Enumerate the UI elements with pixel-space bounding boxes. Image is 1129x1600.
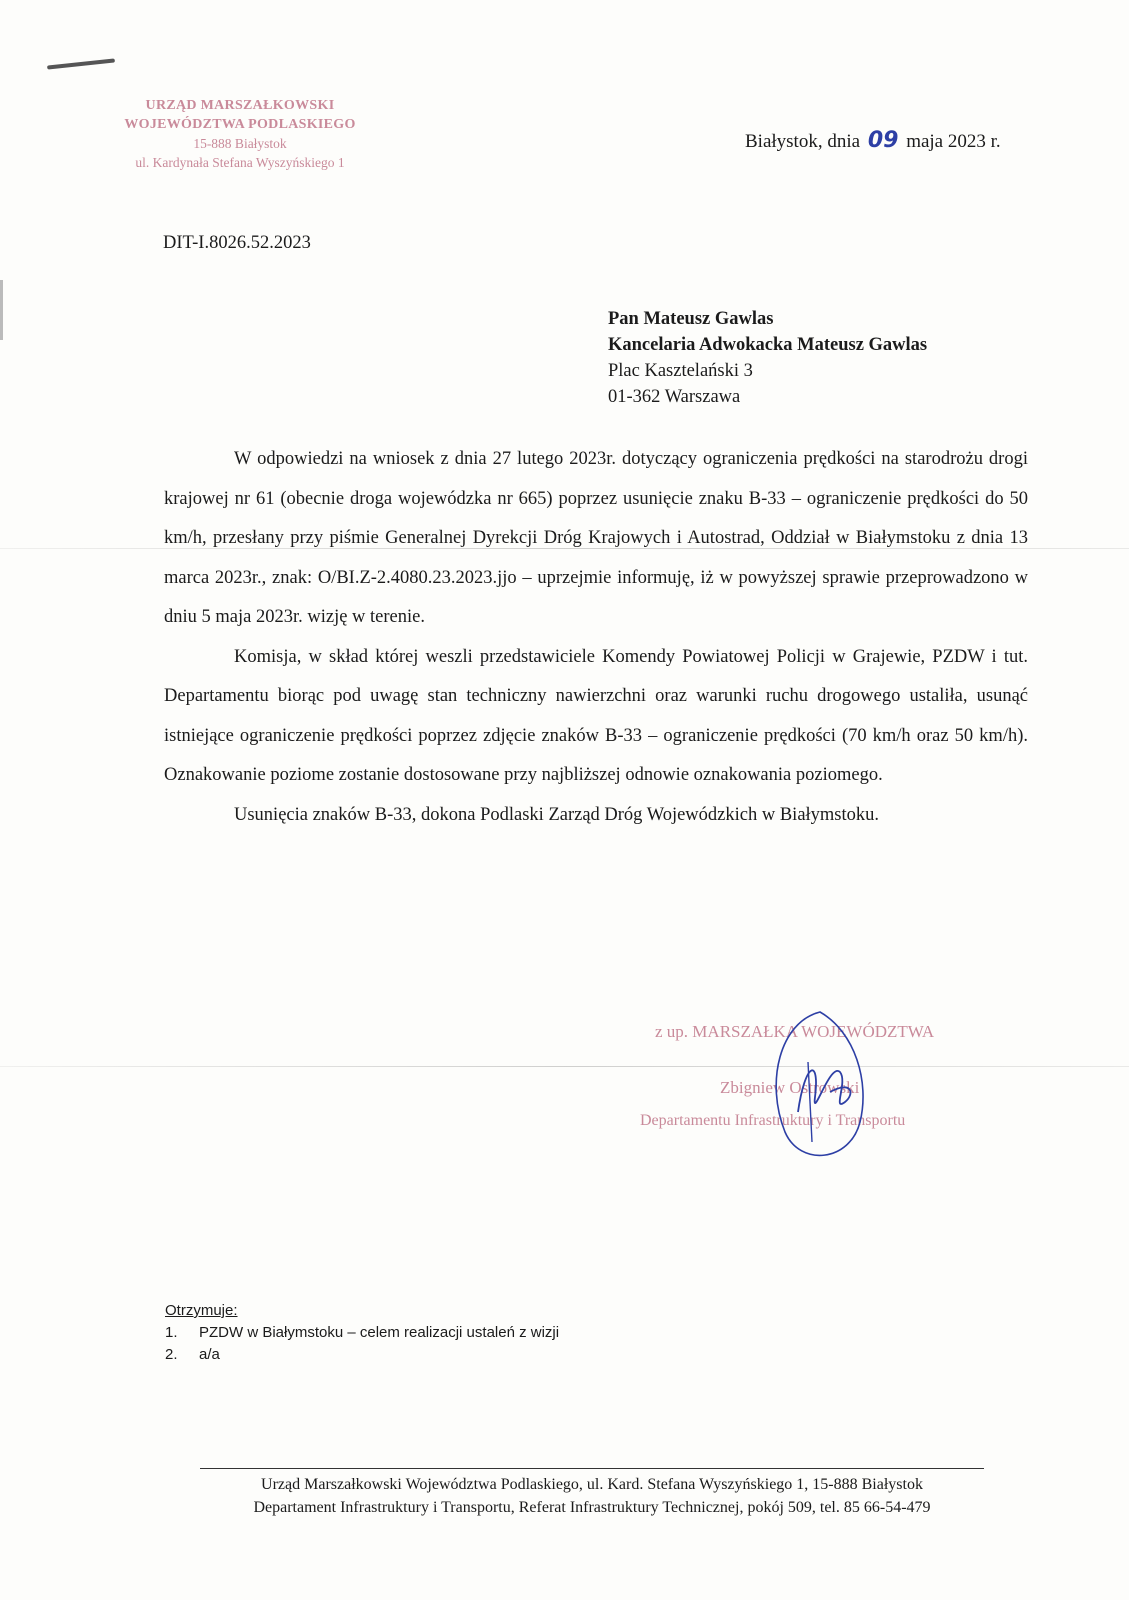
recipient-firm: Kancelaria Adwokacka Mateusz Gawlas bbox=[608, 335, 928, 355]
paragraph: Usunięcia znaków B-33, dokona Podlaski Zarząd Dróg Wojewódzkich w Białymstoku. bbox=[234, 804, 880, 825]
stamp-authority: z up. MARSZAŁKA WOJEWÓDZTWA bbox=[655, 1022, 935, 1041]
letter-body bbox=[164, 440, 1028, 835]
footer-divider bbox=[200, 1468, 984, 1469]
stamp-signatory: Zbigniew Ostrowski bbox=[720, 1078, 860, 1097]
stamp-line: ul. Kardynała Stefana Wyszyńskiego 1 bbox=[135, 155, 345, 170]
distribution-list bbox=[165, 1300, 559, 1366]
item-text: PZDW w Białymstoku – celem realizacji ustaleń z wizji bbox=[199, 1324, 560, 1341]
footer-line: Urząd Marszałkowski Województwa Podlaskiego, ul. Kard. Stefana Wyszyńskiego 1, 15-888 Białystok bbox=[261, 1476, 923, 1493]
footer-line: Departament Infrastruktury i Transportu, Referat Infrastruktury Technicznej, pokój 509, tel. 85 66-54-479 bbox=[253, 1499, 931, 1516]
stamp-line: WOJEWÓDZTWA PODLASKIEGO bbox=[124, 117, 356, 132]
list-item bbox=[165, 1344, 559, 1366]
scan-mark bbox=[47, 58, 115, 69]
distribution-heading: Otrzymuje: bbox=[165, 1302, 238, 1319]
date-prefix: Białystok, dnia bbox=[745, 131, 861, 152]
recipient-city: 01-362 Warszawa bbox=[608, 387, 741, 407]
paragraph: W odpowiedzi na wniosek z dnia 27 lutego 2023r. dotyczący ograniczenia prędkości na starodrożu drogi krajowej nr 61 (obecnie droga wojewódzka nr 665) poprzez usunięcie znaku B-33 – ograniczenie prędkości do 50 km/h, przesłany przy piśmie Generalnej Dyrekcji Dróg Krajowych i Autostrad, Oddział w Białymstoku z dnia 13 marca 2023r., znak: O/BI.Z-2.4080.23.2023.jjo – uprzejmie informuję, iż w powyższej sprawie przeprowadzono w dniu 5 maja 2023r. wizję w terenie. bbox=[164, 449, 1028, 627]
recipient-street: Plac Kasztelański 3 bbox=[608, 361, 753, 381]
paragraph: Komisja, w skład której weszli przedstawiciele Komendy Powiatowej Policji w Grajewie, PZDW i tut. Departamentu biorąc pod uwagę stan techniczny nawierzchni oraz warunki ruchu drogowego ustaliła, usunąć istniejące ograniczenie prędkości poprzez zdjęcie znaków B-33 – ograniczenie prędkości (70 km/h oraz 50 km/h). Oznakowanie poziome zostanie dostosowane przy najbliższej odnowie oznakowania poziomego. bbox=[164, 646, 1028, 785]
recipient-name: Pan Mateusz Gawlas bbox=[608, 309, 774, 329]
recipient-address bbox=[608, 306, 927, 410]
reference-number: DIT-I.8026.52.2023 bbox=[163, 233, 311, 253]
footer bbox=[150, 1473, 1034, 1519]
stamp-line: URZĄD MARSZAŁKOWSKI bbox=[145, 98, 335, 113]
handwritten-day: 09 bbox=[867, 128, 899, 153]
document-date bbox=[745, 128, 1001, 153]
list-item bbox=[165, 1322, 559, 1344]
stamp-department: Departamentu Infrastruktury i Transportu bbox=[640, 1112, 906, 1129]
item-number: 2. bbox=[165, 1346, 178, 1363]
stamp-line: 15-888 Białystok bbox=[193, 136, 287, 151]
scan-edge bbox=[0, 280, 3, 340]
office-stamp bbox=[108, 96, 372, 172]
item-number: 1. bbox=[165, 1324, 178, 1341]
paper-fold bbox=[0, 1066, 1129, 1067]
item-text: a/a bbox=[199, 1346, 220, 1363]
handwritten-signature bbox=[760, 1002, 880, 1172]
date-suffix: maja 2023 r. bbox=[906, 131, 1001, 152]
